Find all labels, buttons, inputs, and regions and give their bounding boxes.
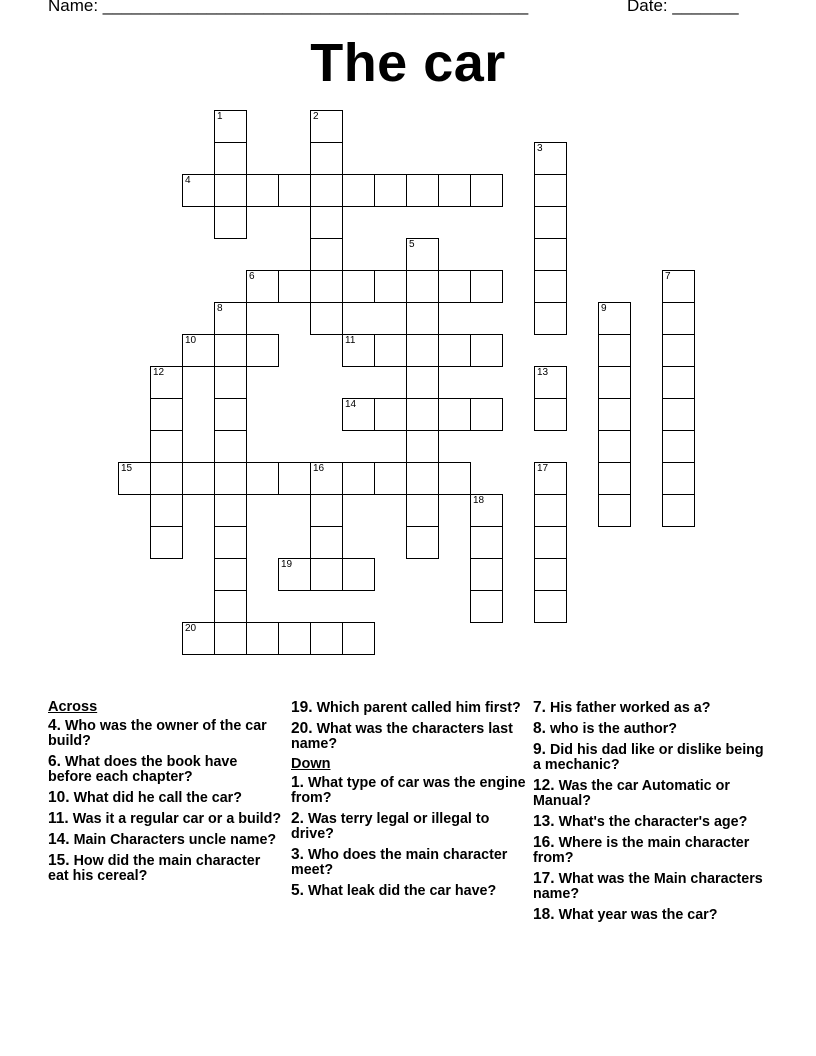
clue-number: 12. [533,777,555,794]
down-clue [291,883,526,899]
crossword-cell[interactable] [342,334,375,367]
crossword-cell[interactable] [150,462,183,495]
crossword-cell[interactable] [374,462,407,495]
crossword-cell[interactable] [150,526,183,559]
crossword-cell[interactable] [470,590,503,623]
crossword-cell[interactable] [246,270,279,303]
crossword-cell[interactable] [374,334,407,367]
crossword-cell[interactable] [150,430,183,463]
cell-number: 13 [537,367,549,378]
crossword-cell[interactable] [406,430,439,463]
down-clue [533,835,768,866]
across-heading: Across [48,699,98,715]
crossword-cell[interactable] [598,430,631,463]
crossword-cell[interactable] [310,494,343,527]
cell-number: 2 [313,111,319,122]
cell-number: 9 [601,303,607,314]
crossword-cell[interactable] [662,334,695,367]
across-clue [48,790,283,806]
clue-number: 7. [533,699,546,716]
cell-number: 20 [185,623,197,634]
down-clue [533,907,768,923]
crossword-cell[interactable] [662,366,695,399]
clue-number: 6. [48,753,61,770]
crossword-cell[interactable] [214,558,247,591]
date-field[interactable]: Date: _______ [627,0,739,15]
clue-text: What was the Main characters name? [533,871,763,902]
crossword-cell[interactable] [374,174,407,207]
crossword-cell[interactable] [534,590,567,623]
crossword-cell[interactable] [214,206,247,239]
crossword-cell[interactable] [278,462,311,495]
crossword-cell[interactable] [310,302,343,335]
crossword-cell[interactable] [470,558,503,591]
clue-text: Who was the owner of the car build? [48,718,267,749]
down-clue [533,721,768,737]
cell-number: 1 [217,111,223,122]
crossword-cell[interactable] [662,270,695,303]
crossword-cell[interactable] [470,494,503,527]
down-clue [533,742,768,773]
clue-text: Which parent called him first? [316,700,521,716]
crossword-cell[interactable] [182,174,215,207]
crossword-cell[interactable] [470,526,503,559]
crossword-cell[interactable] [214,590,247,623]
cell-number: 7 [665,271,671,282]
crossword-cell[interactable] [118,462,151,495]
down-heading: Down [291,756,331,772]
crossword-cell[interactable] [534,366,567,399]
across-clue [291,721,526,752]
crossword-cell[interactable] [246,462,279,495]
crossword-cell[interactable] [342,270,375,303]
clue-text: Was terry legal or illegal to drive? [291,811,490,842]
clue-column-2 [291,700,526,904]
cell-number: 10 [185,335,197,346]
clue-number: 2. [291,810,304,827]
crossword-cell[interactable] [438,334,471,367]
crossword-cell[interactable] [406,494,439,527]
crossword-cell[interactable] [438,174,471,207]
crossword-cell[interactable] [310,270,343,303]
clue-text: Main Characters uncle name? [73,832,277,848]
crossword-cell[interactable] [406,302,439,335]
crossword-cell[interactable] [534,398,567,431]
crossword-cell[interactable] [534,174,567,207]
clue-text: Did his dad like or dislike being a mechanic? [533,742,764,773]
cell-number: 8 [217,303,223,314]
crossword-cell[interactable] [598,302,631,335]
crossword-cell[interactable] [310,526,343,559]
crossword-cell[interactable] [406,174,439,207]
clue-number: 13. [533,813,555,830]
clue-text: What year was the car? [558,907,718,923]
clue-number: 4. [48,717,61,734]
crossword-cell[interactable] [310,462,343,495]
cell-number: 18 [473,495,485,506]
crossword-cell[interactable] [406,238,439,271]
crossword-cell[interactable] [310,174,343,207]
name-field[interactable]: Name: _____________________________________________ [48,0,529,15]
crossword-cell[interactable] [598,398,631,431]
down-clue [533,700,768,716]
crossword-cell[interactable] [534,270,567,303]
crossword-cell[interactable] [406,334,439,367]
crossword-cell[interactable] [214,366,247,399]
crossword-cell[interactable] [246,622,279,655]
crossword-cell[interactable] [662,398,695,431]
crossword-cell[interactable] [406,462,439,495]
cell-number: 4 [185,175,191,186]
page-title: The car [310,33,506,93]
clue-text: What leak did the car have? [307,883,497,899]
crossword-cell[interactable] [598,366,631,399]
clue-text: who is the author? [549,721,678,737]
clue-column-3 [533,700,768,928]
crossword-cell[interactable] [470,174,503,207]
crossword-cell[interactable] [406,526,439,559]
crossword-cell[interactable] [182,622,215,655]
crossword-cell[interactable] [598,462,631,495]
clue-number: 19. [291,699,313,716]
crossword-cell[interactable] [406,270,439,303]
crossword-cell[interactable] [470,334,503,367]
down-clue [533,871,768,902]
clue-column-1 [48,700,283,889]
clue-text: Was the car Automatic or Manual? [533,778,730,809]
crossword-cell[interactable] [214,494,247,527]
crossword-cell[interactable] [214,302,247,335]
down-clue [533,778,768,809]
across-clue [48,853,283,884]
down-clue [533,814,768,830]
cell-number: 19 [281,559,293,570]
clue-number: 14. [48,831,70,848]
crossword-cell[interactable] [374,270,407,303]
crossword-cell[interactable] [342,558,375,591]
clue-number: 3. [291,846,304,863]
crossword-cell[interactable] [278,270,311,303]
clue-number: 1. [291,774,304,791]
cell-number: 5 [409,239,415,250]
clue-text: Who does the main character meet? [291,847,508,878]
crossword-cell[interactable] [214,142,247,175]
across-clue [291,700,526,716]
clue-number: 10. [48,789,70,806]
down-clue [291,847,526,878]
crossword-cell[interactable] [662,430,695,463]
cell-number: 3 [537,143,543,154]
crossword-cell[interactable] [534,462,567,495]
clue-number: 11. [48,810,69,827]
crossword-cell[interactable] [214,462,247,495]
crossword-cell[interactable] [182,462,215,495]
across-clue [48,754,283,785]
clue-number: 15. [48,852,70,869]
crossword-cell[interactable] [246,334,279,367]
crossword-cell[interactable] [438,270,471,303]
across-clue [48,718,283,749]
crossword-cell[interactable] [470,270,503,303]
crossword-cell[interactable] [662,462,695,495]
crossword-cell[interactable] [214,174,247,207]
crossword-cell[interactable] [278,174,311,207]
cell-number: 17 [537,463,549,474]
down-clue [291,775,526,806]
crossword-cell[interactable] [214,398,247,431]
clue-number: 9. [533,741,546,758]
clue-text: What's the character's age? [558,814,748,830]
crossword-cell[interactable] [534,238,567,271]
cell-number: 14 [345,399,357,410]
clue-text: What did he call the car? [73,790,242,806]
crossword-cell[interactable] [214,334,247,367]
crossword-cell[interactable] [598,494,631,527]
crossword-cell[interactable] [534,142,567,175]
crossword-cell[interactable] [214,110,247,143]
crossword-cell[interactable] [246,174,279,207]
cell-number: 15 [121,463,133,474]
crossword-cell[interactable] [534,302,567,335]
clue-number: 5. [291,882,304,899]
crossword-cell[interactable] [534,494,567,527]
crossword-cell[interactable] [598,334,631,367]
clue-text: What was the characters last name? [291,721,513,752]
crossword-cell[interactable] [342,174,375,207]
crossword-cell[interactable] [534,558,567,591]
crossword-cell[interactable] [662,302,695,335]
crossword-cell[interactable] [662,494,695,527]
crossword-cell[interactable] [310,206,343,239]
crossword-cell[interactable] [214,526,247,559]
clue-text: How did the main character eat his cereal? [48,853,261,884]
crossword-cell[interactable] [438,462,471,495]
crossword-cell[interactable] [534,526,567,559]
crossword-cell[interactable] [310,238,343,271]
crossword-cell[interactable] [214,622,247,655]
cell-number: 12 [153,367,165,378]
cell-number: 16 [313,463,325,474]
crossword-cell[interactable] [150,366,183,399]
across-clue [48,832,283,848]
crossword-cell[interactable] [374,398,407,431]
crossword-cell[interactable] [150,494,183,527]
cell-number: 11 [345,335,356,346]
crossword-cell[interactable] [342,398,375,431]
clue-text: What type of car was the engine from? [291,775,526,806]
cell-number: 6 [249,271,255,282]
clue-number: 16. [533,834,555,851]
crossword-cell[interactable] [406,398,439,431]
crossword-cell[interactable] [182,334,215,367]
crossword-cell[interactable] [150,398,183,431]
clue-number: 8. [533,720,546,737]
down-clue [291,811,526,842]
crossword-cell[interactable] [438,398,471,431]
clue-number: 17. [533,870,555,887]
crossword-cell[interactable] [310,558,343,591]
crossword-cell[interactable] [470,398,503,431]
crossword-cell[interactable] [342,462,375,495]
crossword-cell[interactable] [310,622,343,655]
across-clue [48,811,283,827]
crossword-cell[interactable] [278,622,311,655]
clue-number: 20. [291,720,313,737]
clue-number: 18. [533,906,555,923]
crossword-cell[interactable] [310,110,343,143]
crossword-cell[interactable] [342,622,375,655]
crossword-cell[interactable] [278,558,311,591]
crossword-cell[interactable] [406,366,439,399]
clue-text: Where is the main character from? [533,835,750,866]
clue-text: His father worked as a? [549,700,711,716]
crossword-cell[interactable] [310,142,343,175]
crossword-cell[interactable] [534,206,567,239]
clue-text: Was it a regular car or a build? [72,811,282,827]
crossword-cell[interactable] [214,430,247,463]
clue-text: What does the book have before each chapter? [48,754,238,785]
